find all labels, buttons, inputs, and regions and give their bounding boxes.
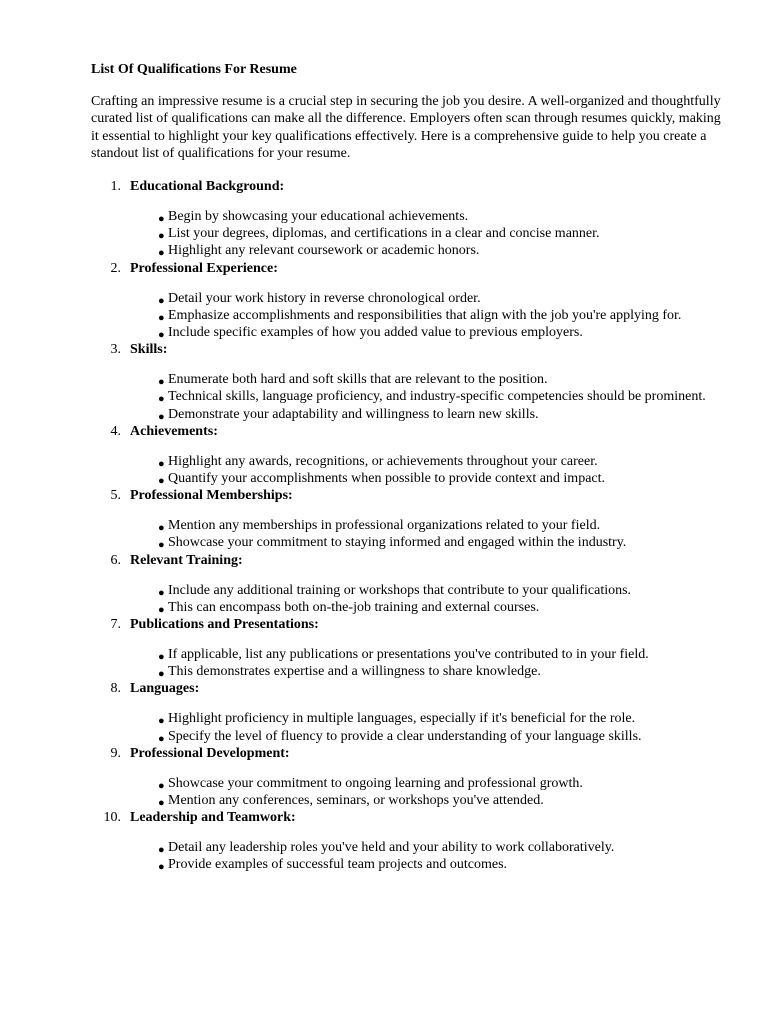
list-item-text: Demonstrate your adaptability and willingness to learn new skills.: [168, 406, 539, 422]
list-item: [91, 534, 708, 551]
section-number: 3.: [110, 342, 121, 358]
bullet-icon: ●: [158, 797, 165, 810]
list-item-text: Provide examples of successful team projects and outcomes.: [168, 857, 508, 873]
bullet-icon: ●: [158, 715, 165, 728]
bullet-list: [91, 440, 731, 487]
bullet-list: [91, 633, 731, 680]
section-heading: [91, 260, 731, 277]
bullet-icon: ●: [158, 457, 165, 470]
list-item: [91, 290, 708, 307]
list-item: [91, 324, 708, 341]
section-heading: [91, 487, 731, 504]
section-heading: [91, 178, 731, 195]
intro-paragraph: Crafting an impressive resume is a crucial step in securing the job you desire. A well-organized and thoughtfully curated list of qualifications can make all the difference. Employers often scan through resumes quickly, making it essential to highlight your key qualifications effectively. Here is a comprehensive guide to help you create a standout list of qualifications for your resume.: [91, 94, 721, 161]
section-heading: [91, 423, 731, 440]
bullet-icon: ●: [158, 861, 165, 874]
qualification-section: [91, 423, 731, 487]
list-item-text: Mention any memberships in professional organizations related to your field.: [168, 518, 601, 534]
section-number: 4.: [110, 423, 121, 439]
list-item-text: Showcase your commitment to staying informed and engaged within the industry.: [168, 535, 627, 551]
qualification-section: [91, 341, 731, 423]
bullet-icon: ●: [158, 230, 165, 243]
list-item-text: Highlight any awards, recognitions, or achievements throughout your career.: [168, 453, 598, 469]
list-item: [91, 406, 708, 423]
section-title: Publications and Presentations:: [130, 617, 319, 633]
list-item: [91, 225, 708, 242]
list-item-text: Include any additional training or workshops that contribute to your qualifications.: [168, 582, 632, 598]
bullet-icon: ●: [158, 522, 165, 535]
qualifications-list: [91, 178, 731, 874]
list-item-text: Mention any conferences, seminars, or workshops you've attended.: [168, 793, 544, 809]
bullet-icon: ●: [158, 311, 165, 324]
list-item: [91, 728, 708, 745]
section-number: 9.: [110, 745, 121, 761]
list-item-text: Detail any leadership roles you've held and your ability to work collaboratively.: [168, 840, 615, 856]
list-item: [91, 599, 708, 616]
list-item-text: Quantify your accomplishments when possible to provide context and impact.: [168, 471, 606, 487]
list-item-text: Enumerate both hard and soft skills that are relevant to the position.: [168, 372, 548, 388]
list-item: [91, 388, 708, 405]
list-item-text: If applicable, list any publications or presentations you've contributed to in your field.: [168, 647, 649, 663]
list-item-text: Highlight proficiency in multiple languages, especially if it's beneficial for the role.: [168, 711, 636, 727]
bullet-icon: ●: [158, 603, 165, 616]
qualification-section: [91, 260, 731, 342]
section-title: Leadership and Teamwork:: [130, 810, 296, 826]
bullet-icon: ●: [158, 539, 165, 552]
qualification-section: [91, 809, 731, 873]
list-item: [91, 242, 708, 259]
bullet-list: [91, 277, 731, 342]
section-heading: [91, 745, 731, 762]
qualification-section: [91, 178, 731, 260]
section-heading: [91, 341, 731, 358]
bullet-icon: ●: [158, 668, 165, 681]
section-title: Skills:: [130, 342, 168, 358]
bullet-list: [91, 569, 731, 616]
list-item-text: Begin by showcasing your educational achievements.: [168, 209, 469, 224]
qualification-section: [91, 552, 731, 616]
bullet-icon: ●: [158, 779, 165, 792]
section-heading: [91, 616, 731, 633]
list-item: [91, 582, 708, 599]
qualification-section: [91, 487, 731, 551]
section-number: 7.: [110, 617, 121, 633]
bullet-icon: ●: [158, 329, 165, 342]
list-item: [91, 663, 708, 680]
section-title: Professional Development:: [130, 745, 290, 761]
bullet-icon: ●: [158, 294, 165, 307]
bullet-list: [91, 826, 731, 873]
bullet-icon: ●: [158, 410, 165, 423]
list-item-text: Detail your work history in reverse chronological order.: [168, 290, 481, 306]
list-item: [91, 792, 708, 809]
bullet-icon: ●: [158, 376, 165, 389]
section-heading: [91, 680, 731, 697]
section-title: Relevant Training:: [130, 552, 243, 568]
list-item-text: Emphasize accomplishments and responsibilities that align with the job you're applying for.: [168, 307, 682, 323]
list-item-text: This can encompass both on-the-job training and external courses.: [168, 599, 540, 615]
section-title: Achievements:: [130, 423, 218, 439]
section-title: Languages:: [130, 681, 200, 697]
bullet-icon: ●: [158, 732, 165, 745]
bullet-icon: ●: [158, 475, 165, 488]
bullet-icon: ●: [158, 844, 165, 857]
bullet-list: [91, 358, 731, 423]
list-item: [91, 775, 708, 792]
qualification-section: [91, 745, 731, 809]
list-item-text: List your degrees, diplomas, and certifications in a clear and concise manner.: [168, 226, 600, 242]
bullet-list: [91, 195, 731, 260]
section-number: 1.: [110, 179, 121, 194]
list-item-text: Showcase your commitment to ongoing learning and professional growth.: [168, 775, 583, 791]
section-heading: [91, 552, 731, 569]
section-title: Professional Experience:: [130, 260, 278, 276]
bullet-icon: ●: [158, 393, 165, 406]
section-title: Professional Memberships:: [130, 488, 293, 504]
list-item: [91, 710, 708, 727]
section-heading: [91, 809, 731, 826]
section-number: 8.: [110, 681, 121, 697]
list-item-text: Technical skills, language proficiency, and industry-specific competencies should be prominent.: [168, 389, 706, 405]
qualification-section: [91, 680, 731, 744]
qualification-section: [91, 616, 731, 680]
list-item: [91, 646, 708, 663]
section-number: 5.: [110, 488, 121, 504]
bullet-list: [91, 762, 731, 809]
list-item: [91, 517, 708, 534]
section-title: Educational Background:: [130, 179, 285, 194]
bullet-icon: ●: [158, 247, 165, 260]
bullet-list: [91, 697, 731, 744]
list-item-text: Include specific examples of how you added value to previous employers.: [168, 325, 583, 341]
list-item: [91, 307, 708, 324]
list-item: [91, 453, 708, 470]
bullet-icon: ●: [158, 213, 165, 225]
section-number: 6.: [110, 552, 121, 568]
bullet-icon: ●: [158, 586, 165, 599]
list-item-text: This demonstrates expertise and a willingness to share knowledge.: [168, 664, 541, 680]
list-item: [91, 839, 708, 856]
bullet-icon: ●: [158, 651, 165, 664]
list-item-text: Highlight any relevant coursework or academic honors.: [168, 243, 480, 259]
section-number: 10.: [103, 810, 121, 826]
bullet-list: [91, 504, 731, 551]
list-item-text: Specify the level of fluency to provide a clear understanding of your language skills.: [168, 728, 642, 744]
list-item: [91, 470, 708, 487]
document-title: List Of Qualifications For Resume: [91, 62, 297, 77]
list-item: [91, 856, 708, 873]
section-number: 2.: [110, 260, 121, 276]
list-item: [91, 208, 708, 225]
list-item: [91, 371, 708, 388]
